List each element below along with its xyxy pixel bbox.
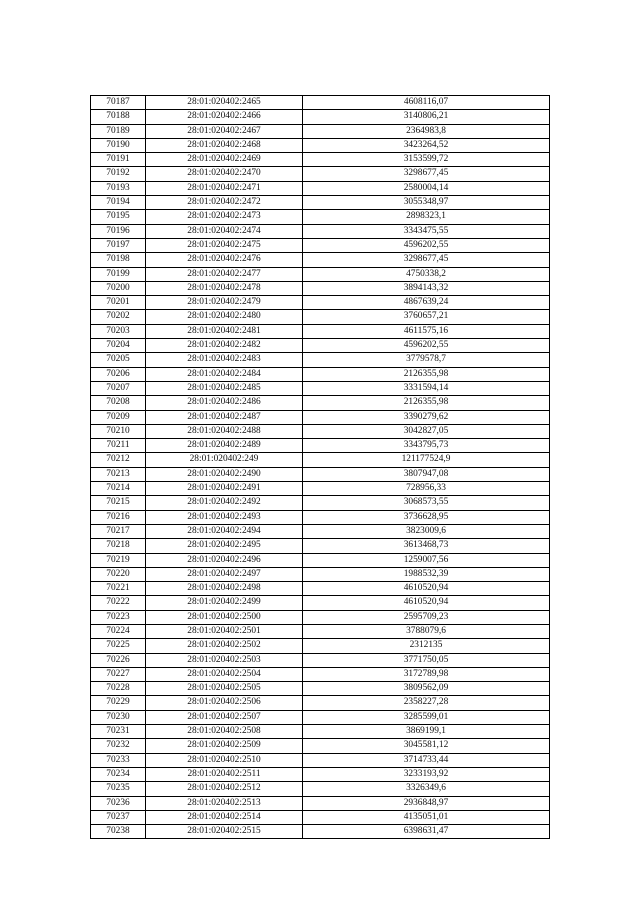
table-row — [91, 696, 550, 710]
value-cell: 4867639,24 — [303, 296, 550, 310]
cadastral-number-cell: 28:01:020402:2486 — [146, 396, 303, 410]
row-number-cell: 70219 — [91, 553, 146, 567]
cadastral-number-cell: 28:01:020402:2512 — [146, 782, 303, 796]
table-row — [91, 810, 550, 824]
row-number-cell: 70197 — [91, 238, 146, 252]
row-number-cell: 70226 — [91, 653, 146, 667]
row-number-cell: 70202 — [91, 310, 146, 324]
cadastral-number-cell: 28:01:020402:2493 — [146, 510, 303, 524]
value-cell: 2580004,14 — [303, 181, 550, 195]
row-number-cell: 70220 — [91, 567, 146, 581]
cadastral-number-cell: 28:01:020402:2484 — [146, 367, 303, 381]
cadastral-number-cell: 28:01:020402:2485 — [146, 381, 303, 395]
row-number-cell: 70227 — [91, 667, 146, 681]
value-cell: 2126355,98 — [303, 367, 550, 381]
cadastral-number-cell: 28:01:020402:2494 — [146, 524, 303, 538]
value-cell: 728956,33 — [303, 482, 550, 496]
row-number-cell: 70214 — [91, 482, 146, 496]
table-row — [91, 739, 550, 753]
cadastral-number-cell: 28:01:020402:2488 — [146, 424, 303, 438]
row-number-cell: 70237 — [91, 810, 146, 824]
row-number-cell: 70223 — [91, 610, 146, 624]
row-number-cell: 70211 — [91, 439, 146, 453]
cadastral-number-cell: 28:01:020402:2473 — [146, 210, 303, 224]
row-number-cell: 70218 — [91, 539, 146, 553]
row-number-cell: 70217 — [91, 524, 146, 538]
row-number-cell: 70225 — [91, 639, 146, 653]
table-row — [91, 196, 550, 210]
table-row — [91, 353, 550, 367]
value-cell: 3343475,55 — [303, 224, 550, 238]
cadastral-number-cell: 28:01:020402:2467 — [146, 124, 303, 138]
cadastral-number-cell: 28:01:020402:2504 — [146, 667, 303, 681]
table-row — [91, 510, 550, 524]
cadastral-number-cell: 28:01:020402:2481 — [146, 324, 303, 338]
cadastral-number-cell: 28:01:020402:2495 — [146, 539, 303, 553]
value-cell: 3326349,6 — [303, 782, 550, 796]
table-row — [91, 567, 550, 581]
data-table — [90, 95, 550, 839]
table-row — [91, 224, 550, 238]
value-cell: 2898323,1 — [303, 210, 550, 224]
row-number-cell: 70193 — [91, 181, 146, 195]
row-number-cell: 70194 — [91, 196, 146, 210]
row-number-cell: 70201 — [91, 296, 146, 310]
table-row — [91, 396, 550, 410]
value-cell: 1988532,39 — [303, 567, 550, 581]
row-number-cell: 70203 — [91, 324, 146, 338]
row-number-cell: 70189 — [91, 124, 146, 138]
value-cell: 121177524,9 — [303, 453, 550, 467]
table-row — [91, 281, 550, 295]
table-row — [91, 524, 550, 538]
table-row — [91, 710, 550, 724]
table-body — [91, 96, 550, 839]
cadastral-number-cell: 28:01:020402:2491 — [146, 482, 303, 496]
row-number-cell: 70191 — [91, 153, 146, 167]
row-number-cell: 70188 — [91, 110, 146, 124]
cadastral-number-cell: 28:01:020402:2499 — [146, 596, 303, 610]
value-cell: 3045581,12 — [303, 739, 550, 753]
row-number-cell: 70199 — [91, 267, 146, 281]
value-cell: 1259007,56 — [303, 553, 550, 567]
cadastral-number-cell: 28:01:020402:2505 — [146, 682, 303, 696]
value-cell: 4608116,07 — [303, 96, 550, 110]
row-number-cell: 70222 — [91, 596, 146, 610]
cadastral-number-cell: 28:01:020402:2496 — [146, 553, 303, 567]
table-row — [91, 482, 550, 496]
table-row — [91, 110, 550, 124]
cadastral-number-cell: 28:01:020402:2490 — [146, 467, 303, 481]
cadastral-number-cell: 28:01:020402:2471 — [146, 181, 303, 195]
row-number-cell: 70205 — [91, 353, 146, 367]
table-row — [91, 96, 550, 110]
row-number-cell: 70207 — [91, 381, 146, 395]
cadastral-number-cell: 28:01:020402:2482 — [146, 339, 303, 353]
value-cell: 4596202,55 — [303, 339, 550, 353]
row-number-cell: 70228 — [91, 682, 146, 696]
table-row — [91, 153, 550, 167]
value-cell: 3714733,44 — [303, 753, 550, 767]
row-number-cell: 70230 — [91, 710, 146, 724]
value-cell: 3390279,62 — [303, 410, 550, 424]
table-row — [91, 582, 550, 596]
value-cell: 3343795,73 — [303, 439, 550, 453]
row-number-cell: 70238 — [91, 825, 146, 839]
row-number-cell: 70212 — [91, 453, 146, 467]
cadastral-number-cell: 28:01:020402:2479 — [146, 296, 303, 310]
value-cell: 2126355,98 — [303, 396, 550, 410]
cadastral-number-cell: 28:01:020402:2508 — [146, 725, 303, 739]
table-row — [91, 753, 550, 767]
cadastral-number-cell: 28:01:020402:2503 — [146, 653, 303, 667]
cadastral-number-cell: 28:01:020402:2487 — [146, 410, 303, 424]
cadastral-number-cell: 28:01:020402:2500 — [146, 610, 303, 624]
cadastral-number-cell: 28:01:020402:2515 — [146, 825, 303, 839]
value-cell: 3613468,73 — [303, 539, 550, 553]
row-number-cell: 70221 — [91, 582, 146, 596]
cadastral-number-cell: 28:01:020402:2498 — [146, 582, 303, 596]
table-row — [91, 324, 550, 338]
table-row — [91, 667, 550, 681]
value-cell: 4750338,2 — [303, 267, 550, 281]
cadastral-number-cell: 28:01:020402:2497 — [146, 567, 303, 581]
row-number-cell: 70233 — [91, 753, 146, 767]
value-cell: 3140806,21 — [303, 110, 550, 124]
table-row — [91, 596, 550, 610]
row-number-cell: 70232 — [91, 739, 146, 753]
table-row — [91, 453, 550, 467]
value-cell: 3331594,14 — [303, 381, 550, 395]
cadastral-number-cell: 28:01:020402:2478 — [146, 281, 303, 295]
table-row — [91, 339, 550, 353]
table-row — [91, 381, 550, 395]
row-number-cell: 70210 — [91, 424, 146, 438]
row-number-cell: 70206 — [91, 367, 146, 381]
value-cell: 3760657,21 — [303, 310, 550, 324]
table-row — [91, 767, 550, 781]
row-number-cell: 70235 — [91, 782, 146, 796]
value-cell: 2936848,97 — [303, 796, 550, 810]
cadastral-number-cell: 28:01:020402:2465 — [146, 96, 303, 110]
table-row — [91, 825, 550, 839]
table-row — [91, 181, 550, 195]
value-cell: 3779578,7 — [303, 353, 550, 367]
value-cell: 4135051,01 — [303, 810, 550, 824]
row-number-cell: 70190 — [91, 138, 146, 152]
table-row — [91, 782, 550, 796]
table-row — [91, 310, 550, 324]
value-cell: 4610520,94 — [303, 582, 550, 596]
row-number-cell: 70187 — [91, 96, 146, 110]
cadastral-number-cell: 28:01:020402:2507 — [146, 710, 303, 724]
value-cell: 3298677,45 — [303, 167, 550, 181]
row-number-cell: 70236 — [91, 796, 146, 810]
cadastral-number-cell: 28:01:020402:2509 — [146, 739, 303, 753]
cadastral-number-cell: 28:01:020402:2472 — [146, 196, 303, 210]
value-cell: 3042827,05 — [303, 424, 550, 438]
cadastral-number-cell: 28:01:020402:2514 — [146, 810, 303, 824]
row-number-cell: 70213 — [91, 467, 146, 481]
value-cell: 3736628,95 — [303, 510, 550, 524]
row-number-cell: 70204 — [91, 339, 146, 353]
value-cell: 4611575,16 — [303, 324, 550, 338]
cadastral-number-cell: 28:01:020402:2469 — [146, 153, 303, 167]
table-row — [91, 267, 550, 281]
row-number-cell: 70234 — [91, 767, 146, 781]
cadastral-number-cell: 28:01:020402:2477 — [146, 267, 303, 281]
value-cell: 3771750,05 — [303, 653, 550, 667]
table-row — [91, 539, 550, 553]
cadastral-number-cell: 28:01:020402:2501 — [146, 624, 303, 638]
value-cell: 3298677,45 — [303, 253, 550, 267]
table-row — [91, 439, 550, 453]
table-row — [91, 467, 550, 481]
cadastral-number-cell: 28:01:020402:2506 — [146, 696, 303, 710]
table-row — [91, 424, 550, 438]
value-cell: 3807947,08 — [303, 467, 550, 481]
table-row — [91, 610, 550, 624]
cadastral-number-cell: 28:01:020402:2468 — [146, 138, 303, 152]
cadastral-number-cell: 28:01:020402:2492 — [146, 496, 303, 510]
value-cell: 3823009,6 — [303, 524, 550, 538]
row-number-cell: 70192 — [91, 167, 146, 181]
value-cell: 3869199,1 — [303, 725, 550, 739]
value-cell: 3423264,52 — [303, 138, 550, 152]
cadastral-number-cell: 28:01:020402:2502 — [146, 639, 303, 653]
table-row — [91, 496, 550, 510]
cadastral-number-cell: 28:01:020402:2466 — [146, 110, 303, 124]
row-number-cell: 70196 — [91, 224, 146, 238]
row-number-cell: 70229 — [91, 696, 146, 710]
value-cell: 3285599,01 — [303, 710, 550, 724]
table-row — [91, 639, 550, 653]
cadastral-number-cell: 28:01:020402:249 — [146, 453, 303, 467]
table-row — [91, 796, 550, 810]
table-row — [91, 253, 550, 267]
value-cell: 3894143,32 — [303, 281, 550, 295]
row-number-cell: 70231 — [91, 725, 146, 739]
table-row — [91, 238, 550, 252]
table-row — [91, 725, 550, 739]
value-cell: 2312135 — [303, 639, 550, 653]
table-row — [91, 167, 550, 181]
value-cell: 4596202,55 — [303, 238, 550, 252]
cadastral-number-cell: 28:01:020402:2475 — [146, 238, 303, 252]
value-cell: 4610520,94 — [303, 596, 550, 610]
table-row — [91, 653, 550, 667]
value-cell: 6398631,47 — [303, 825, 550, 839]
row-number-cell: 70200 — [91, 281, 146, 295]
table-row — [91, 624, 550, 638]
value-cell: 3233193,92 — [303, 767, 550, 781]
cadastral-number-cell: 28:01:020402:2489 — [146, 439, 303, 453]
table-row — [91, 410, 550, 424]
value-cell: 2595709,23 — [303, 610, 550, 624]
table-row — [91, 296, 550, 310]
table-row — [91, 210, 550, 224]
table-row — [91, 682, 550, 696]
cadastral-number-cell: 28:01:020402:2513 — [146, 796, 303, 810]
row-number-cell: 70216 — [91, 510, 146, 524]
cadastral-number-cell: 28:01:020402:2474 — [146, 224, 303, 238]
value-cell: 2358227,28 — [303, 696, 550, 710]
value-cell: 3153599,72 — [303, 153, 550, 167]
value-cell: 2364983,8 — [303, 124, 550, 138]
row-number-cell: 70198 — [91, 253, 146, 267]
value-cell: 3172789,98 — [303, 667, 550, 681]
value-cell: 3809562,09 — [303, 682, 550, 696]
row-number-cell: 70208 — [91, 396, 146, 410]
row-number-cell: 70215 — [91, 496, 146, 510]
table-row — [91, 553, 550, 567]
cadastral-number-cell: 28:01:020402:2510 — [146, 753, 303, 767]
row-number-cell: 70209 — [91, 410, 146, 424]
cadastral-number-cell: 28:01:020402:2470 — [146, 167, 303, 181]
cadastral-number-cell: 28:01:020402:2483 — [146, 353, 303, 367]
value-cell: 3055348,97 — [303, 196, 550, 210]
cadastral-number-cell: 28:01:020402:2480 — [146, 310, 303, 324]
value-cell: 3068573,55 — [303, 496, 550, 510]
cadastral-number-cell: 28:01:020402:2511 — [146, 767, 303, 781]
cadastral-number-cell: 28:01:020402:2476 — [146, 253, 303, 267]
table-row — [91, 367, 550, 381]
table-row — [91, 138, 550, 152]
value-cell: 3788079,6 — [303, 624, 550, 638]
row-number-cell: 70195 — [91, 210, 146, 224]
row-number-cell: 70224 — [91, 624, 146, 638]
table-row — [91, 124, 550, 138]
